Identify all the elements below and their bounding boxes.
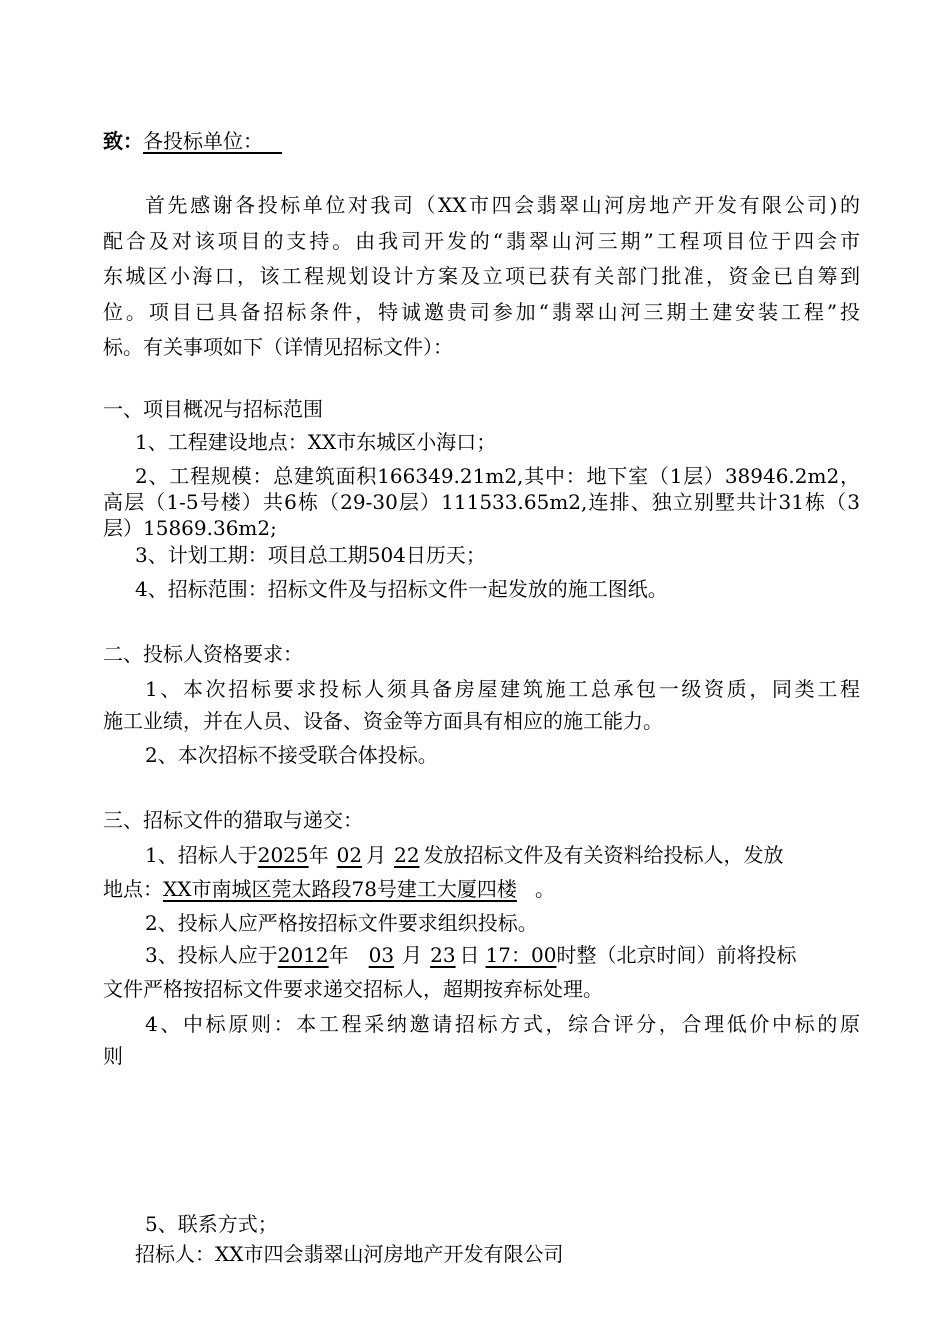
item3-suffix: 时整（北京时间）前将投标 [556, 943, 797, 967]
section3-item4-line2: 则 [103, 1044, 123, 1068]
item3-time: 17：00 [485, 943, 557, 967]
intro-line-4: 位。项目已具备招标条件，特诚邀贵司参加“翡翠山河三期土建安装工程”投 [103, 300, 860, 324]
section2-heading: 二、投标人资格要求： [103, 642, 303, 666]
item1-place-end: 。 [534, 877, 555, 901]
salutation-recipient: 各投标单位： [143, 129, 263, 153]
section3-item3-line1 [145, 941, 796, 969]
salutation-recipient-trail [263, 129, 282, 153]
intro-line-1: 首先感谢各投标单位对我司（XX市四会翡翠山河房地产开发有限公司)的 [145, 193, 860, 217]
section1-heading: 一、项目概况与招标范围 [103, 397, 323, 421]
item1-month-unit: 月 [366, 843, 387, 867]
intro-line-3: 东城区小海口，该工程规划设计方案及立项已获有关部门批准，资金已自筹到 [103, 264, 860, 288]
section1-item2-line1: 2、工程规模：总建筑面积166349.21m2,其中：地下室（1层）38946.2m2， [135, 464, 860, 488]
salutation [103, 127, 282, 155]
item1-day: 22 [394, 843, 420, 867]
item3-month-unit: 月 [402, 943, 423, 967]
section3-item2: 2、投标人应严格按招标文件要求组织投标。 [145, 911, 538, 935]
tenderer-line: 招标人：XX市四会翡翠山河房地产开发有限公司 [135, 1242, 564, 1266]
section1-item2-line2: 高层（1-5号楼）共6栋（29-30层）111533.65m2,连排、独立别墅共计31栋（3 [103, 490, 860, 514]
item1-place: XX市南城区莞太路段78号建工大厦四楼 [163, 877, 517, 901]
section1-item4: 4、招标范围：招标文件及与招标文件一起发放的施工图纸。 [135, 577, 668, 601]
item1-prefix: 1、招标人于 [145, 843, 258, 867]
section1-item3: 3、计划工期：项目总工期504日历天； [135, 543, 486, 567]
section3-item4-line1: 4、中标原则：本工程采纳邀请招标方式，综合评分，合理低价中标的原 [145, 1012, 860, 1036]
section3-item3-line2: 文件严格按招标文件要求递交招标人，超期按弃标处理。 [103, 977, 603, 1001]
item3-year-unit: 年 [328, 943, 349, 967]
item1-year: 2025 [257, 843, 309, 867]
section3-item1-line1 [145, 841, 784, 869]
section2-item1-line1: 1、本次招标要求投标人须具备房屋建筑施工总承包一级资质，同类工程 [145, 677, 860, 701]
intro-line-5: 标。有关事项如下（详情见招标文件）： [103, 335, 453, 359]
item3-year: 2012 [277, 943, 329, 967]
item3-day-unit: 日 [459, 943, 480, 967]
item1-suffix: 发放招标文件及有关资料给投标人，发放 [423, 843, 784, 867]
item1-year-unit: 年 [308, 843, 329, 867]
item3-prefix: 3、投标人应于 [145, 943, 278, 967]
item1-place-label: 地点： [103, 877, 163, 901]
section1-item2-line3: 层）15869.36m2; [103, 516, 277, 540]
section3-item1-line2 [103, 875, 555, 903]
section1-item1: 1、工程建设地点：XX市东城区小海口； [135, 430, 497, 454]
section2-item2: 2、本次招标不接受联合体投标。 [145, 743, 438, 767]
item1-month: 02 [336, 843, 363, 867]
section3-item5: 5、联系方式； [145, 1212, 278, 1236]
salutation-prefix: 致： [103, 129, 143, 153]
section3-heading: 三、招标文件的猎取与递交： [103, 808, 363, 832]
item3-month: 03 [368, 943, 395, 967]
section2-item1-line2: 施工业绩，并在人员、设备、资金等方面具有相应的施工能力。 [103, 709, 663, 733]
item3-day: 23 [430, 943, 456, 967]
intro-line-2: 配合及对该项目的支持。由我司开发的“翡翠山河三期”工程项目位于四会市 [103, 229, 860, 253]
